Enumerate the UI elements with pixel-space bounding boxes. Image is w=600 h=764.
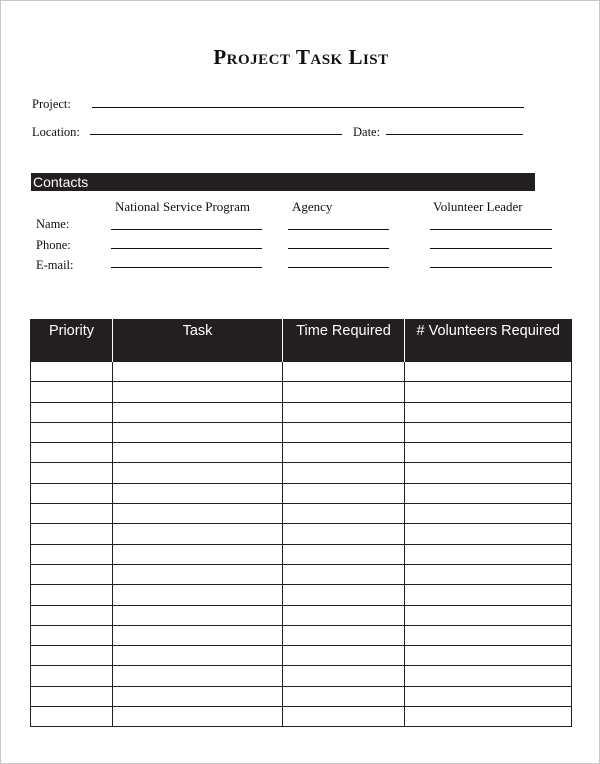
volunteers-required-cell[interactable]	[405, 625, 572, 645]
table-row	[31, 463, 572, 483]
time-required-cell[interactable]	[283, 544, 405, 564]
volunteers-required-cell[interactable]	[405, 524, 572, 544]
time-required-cell[interactable]	[283, 382, 405, 402]
time-required-cell[interactable]	[283, 402, 405, 422]
volunteers-required-cell[interactable]	[405, 585, 572, 605]
time-required-cell[interactable]	[283, 504, 405, 524]
task-cell[interactable]	[113, 483, 283, 503]
volunteers-required-cell[interactable]	[405, 483, 572, 503]
time-required-cell[interactable]	[283, 422, 405, 442]
priority-cell[interactable]	[31, 585, 113, 605]
task-column-header: Task	[113, 319, 283, 362]
volunteers-required-cell[interactable]	[405, 382, 572, 402]
time-required-column-header: Time Required	[283, 319, 405, 362]
volunteers-required-cell[interactable]	[405, 402, 572, 422]
phone-field-agency[interactable]	[288, 248, 389, 249]
contacts-label: Contacts	[33, 174, 89, 190]
table-row	[31, 504, 572, 524]
task-cell[interactable]	[113, 463, 283, 483]
task-cell[interactable]	[113, 422, 283, 442]
table-row	[31, 422, 572, 442]
priority-cell[interactable]	[31, 524, 113, 544]
table-row	[31, 362, 572, 382]
task-cell[interactable]	[113, 686, 283, 706]
time-required-cell[interactable]	[283, 625, 405, 645]
email-field-volunteer-leader[interactable]	[430, 267, 552, 268]
time-required-cell[interactable]	[283, 362, 405, 382]
task-cell[interactable]	[113, 504, 283, 524]
table-row	[31, 605, 572, 625]
table-row	[31, 686, 572, 706]
time-required-cell[interactable]	[283, 585, 405, 605]
volunteers-required-cell[interactable]	[405, 443, 572, 463]
task-cell[interactable]	[113, 707, 283, 727]
table-row	[31, 524, 572, 544]
time-required-cell[interactable]	[283, 666, 405, 686]
priority-cell[interactable]	[31, 605, 113, 625]
task-table	[30, 319, 572, 727]
contacts-column-national-service: National Service Program	[115, 199, 251, 214]
table-row	[31, 443, 572, 463]
email-field-agency[interactable]	[288, 267, 389, 268]
priority-cell[interactable]	[31, 463, 113, 483]
volunteers-required-cell[interactable]	[405, 707, 572, 727]
priority-cell[interactable]	[31, 666, 113, 686]
time-required-cell[interactable]	[283, 443, 405, 463]
contacts-row-name: Name:	[36, 217, 70, 231]
phone-field-national-service[interactable]	[111, 248, 262, 249]
volunteers-required-cell[interactable]	[405, 605, 572, 625]
priority-cell[interactable]	[31, 362, 113, 382]
volunteers-required-cell[interactable]	[405, 646, 572, 666]
location-label: Location:	[32, 125, 80, 139]
table-row	[31, 402, 572, 422]
priority-cell[interactable]	[31, 382, 113, 402]
table-row	[31, 646, 572, 666]
task-cell[interactable]	[113, 564, 283, 584]
task-cell[interactable]	[113, 585, 283, 605]
table-row	[31, 564, 572, 584]
project-label: Project:	[32, 97, 71, 111]
task-cell[interactable]	[113, 443, 283, 463]
table-row	[31, 544, 572, 564]
date-label: Date:	[353, 125, 381, 139]
time-required-cell[interactable]	[283, 646, 405, 666]
email-field-national-service[interactable]	[111, 267, 262, 268]
volunteers-required-cell[interactable]	[405, 544, 572, 564]
table-row	[31, 707, 572, 727]
table-row	[31, 382, 572, 402]
task-cell[interactable]	[113, 382, 283, 402]
project-field[interactable]	[92, 107, 524, 108]
table-row	[31, 666, 572, 686]
task-cell[interactable]	[113, 544, 283, 564]
name-field-volunteer-leader[interactable]	[430, 229, 552, 230]
task-cell[interactable]	[113, 362, 283, 382]
task-cell[interactable]	[113, 646, 283, 666]
volunteers-required-cell[interactable]	[405, 504, 572, 524]
priority-cell[interactable]	[31, 686, 113, 706]
time-required-cell[interactable]	[283, 483, 405, 503]
priority-cell[interactable]	[31, 504, 113, 524]
task-cell[interactable]	[113, 666, 283, 686]
priority-cell[interactable]	[31, 443, 113, 463]
contacts-row-phone: Phone:	[36, 238, 71, 252]
priority-cell[interactable]	[31, 483, 113, 503]
table-row	[31, 585, 572, 605]
volunteers-required-cell[interactable]	[405, 686, 572, 706]
priority-cell[interactable]	[31, 625, 113, 645]
volunteers-required-cell[interactable]	[405, 666, 572, 686]
priority-cell[interactable]	[31, 422, 113, 442]
priority-cell[interactable]	[31, 402, 113, 422]
contacts-column-volunteer-leader: Volunteer Leader	[433, 199, 523, 214]
volunteers-required-cell[interactable]	[405, 422, 572, 442]
priority-cell[interactable]	[31, 646, 113, 666]
table-row	[31, 483, 572, 503]
contacts-row-email: E-mail:	[36, 258, 74, 272]
priority-cell[interactable]	[31, 564, 113, 584]
name-field-agency[interactable]	[288, 229, 389, 230]
time-required-cell[interactable]	[283, 463, 405, 483]
task-table-body	[31, 362, 572, 727]
priority-cell[interactable]	[31, 707, 113, 727]
phone-field-volunteer-leader[interactable]	[430, 248, 552, 249]
contacts-column-agency: Agency	[292, 199, 333, 214]
priority-column-header: Priority	[31, 319, 113, 362]
name-field-national-service[interactable]	[111, 229, 262, 230]
time-required-cell[interactable]	[283, 564, 405, 584]
contacts-section-header	[31, 173, 535, 191]
volunteers-required-cell[interactable]	[405, 362, 572, 382]
time-required-cell[interactable]	[283, 686, 405, 706]
time-required-cell[interactable]	[283, 524, 405, 544]
table-row	[31, 625, 572, 645]
volunteers-required-cell[interactable]	[405, 463, 572, 483]
time-required-cell[interactable]	[283, 605, 405, 625]
date-field[interactable]	[386, 134, 523, 135]
page-title: Project Task List	[213, 45, 389, 69]
priority-cell[interactable]	[31, 544, 113, 564]
volunteers-required-cell[interactable]	[405, 564, 572, 584]
task-cell[interactable]	[113, 605, 283, 625]
task-cell[interactable]	[113, 625, 283, 645]
time-required-cell[interactable]	[283, 707, 405, 727]
location-field[interactable]	[90, 134, 342, 135]
task-cell[interactable]	[113, 524, 283, 544]
task-table-header-row	[31, 319, 572, 362]
volunteers-required-column-header: # Volunteers Required	[405, 319, 572, 362]
task-cell[interactable]	[113, 402, 283, 422]
